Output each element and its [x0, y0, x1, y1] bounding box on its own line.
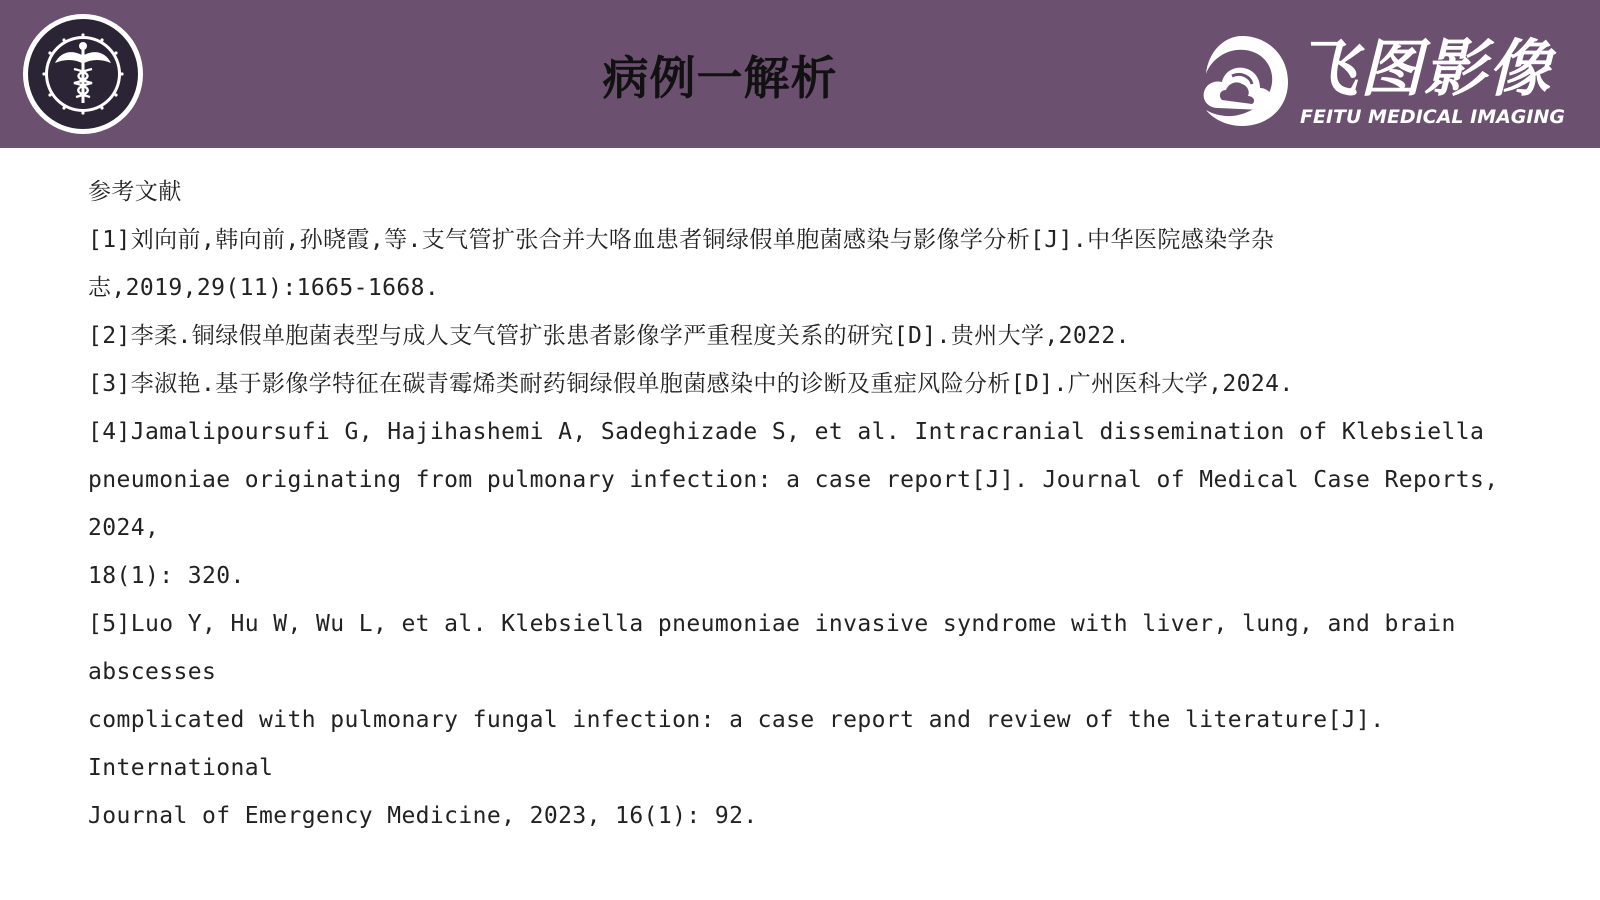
reference-3-line-1: [3]李淑艳.基于影像学特征在碳青霉烯类耐药铜绿假单胞菌感染中的诊断及重症风险分析[D].广州医科大学,2024.	[88, 371, 1294, 397]
page-title: 病例一解析	[602, 51, 838, 105]
reference-5-line-2: complicated with pulmonary fungal infection: a case report and review of the literature[J]. International	[88, 707, 1385, 781]
header-bar	[0, 0, 1600, 148]
references-section	[88, 168, 1518, 840]
brand-subtitle: FEITU MEDICAL IMAGING	[1300, 106, 1565, 128]
reference-1-line-1: [1]刘向前,韩向前,孙晓霞,等.支气管扩张合并大咯血患者铜绿假单胞菌感染与影像学分析[J].中华医院感染学杂	[88, 227, 1275, 253]
references-heading: 参考文献	[88, 179, 182, 205]
reference-4-line-2: pneumoniae originating from pulmonary infection: a case report[J]. Journal of Medical Case Reports, 2024,	[88, 467, 1499, 541]
brand-name: 飞图影像	[1296, 32, 1553, 105]
reference-1-line-2: 志,2019,29(11):1665-1668.	[88, 275, 440, 301]
cloud-swirl-logo-icon	[1192, 30, 1292, 130]
reference-4-line-1: [4]Jamalipoursufi G, Hajihashemi A, Sadeghizade S, et al. Intracranial dissemination of Klebsiella	[88, 419, 1485, 445]
caduceus-seal-icon	[22, 13, 144, 135]
reference-5-line-3: Journal of Emergency Medicine, 2023, 16(1): 92.	[88, 803, 758, 829]
reference-5-line-1: [5]Luo Y, Hu W, Wu L, et al. Klebsiella pneumoniae invasive syndrome with liver, lung, and brain abscesses	[88, 611, 1456, 685]
reference-4-line-3: 18(1): 320.	[88, 563, 245, 589]
reference-2-line-1: [2]李柔.铜绿假单胞菌表型与成人支气管扩张患者影像学严重程度关系的研究[D].贵州大学,2022.	[88, 323, 1130, 349]
